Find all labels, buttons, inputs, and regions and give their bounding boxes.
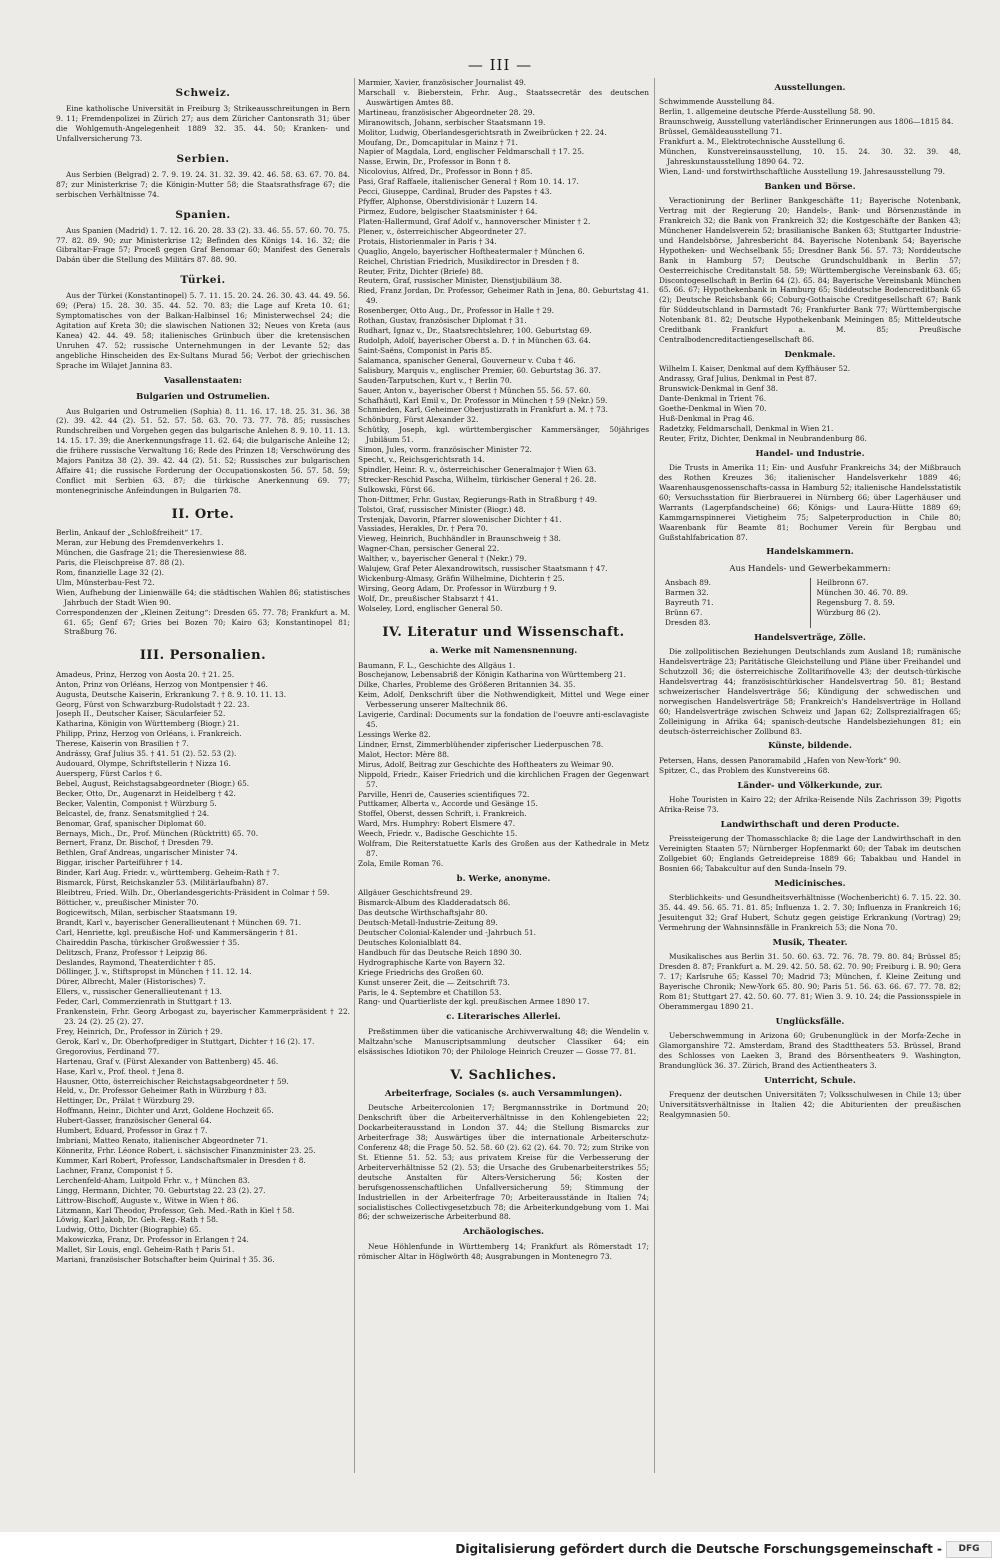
index-entry: Reutern, Graf, russischer Minister, Dienstjubiläum 38. [358,276,562,286]
index-entry: Vieweg, Heinrich, Buchhändler in Braunschweig † 38. [358,534,561,544]
index-entry: Lessings Werke 82. [358,730,431,740]
index-entry: Binder, Karl Aug. Friedr. v., württemberg. Geheim-Rath † 7. [56,868,280,878]
section-title-literatur: IV. Literatur und Wissenschaft. [382,624,625,640]
section-text-arbeiterfrage: Deutsche Arbeitercolonien 17; Bergmannsstrike in Dortmund 20; Denkschrift über die Arbeiterverhältnisse in den Kohlengebieten 22; Dockarbeiterausstand in London 37. 44; die Stellung Bismarcks zur Arbeiterfrage 38; Auswärtiges über die internationale Arbeiterschutz-Conferenz 48; die Frage 50. 52. 58. 60 (2). 62 (2). 64. 70. 72; zum Strike von St. Etienne 51. 52. 53; aus privatem Kreise für die Verbesserung der Arbeiterverhältnisse 52 (2). 53; die Ursache des Grubenarbeiterstrikes 55; deutsche Anstalten für Alters-Versicherung 56; Kosten der berufsgenossenschaftlichen Unfallversicherung 59; Stimmung der Industriellen in der Arbeiterfrage 70; Arbeiterausstände in Italien 74; socialistisches Collectivgesetzbuch 78; die Arbeiterkundgebung vom 1. Mai 86; der schweizerische Arbeiterbund 88. [358,1103,649,1222]
index-entry: Platen-Hallermund, Graf Adolf v., hannoverscher Minister † 2. [358,216,591,226]
index-entry: Lingg, Hermann, Dichter, 70. Geburtstag 22. 23 (2). 27. [56,1185,266,1195]
index-entry: Schafhäutl, Karl Emil v., Dr. Professor in München † 59 (Nekr.) 59. [358,395,608,405]
handelskammern-left [659,578,810,628]
index-entry: Andrássy, Graf Julius 35. † 41. 51 (2). 52. 53 (2). [56,749,237,759]
section-title-kuenste: Künste, bildende. [768,741,852,752]
index-entry: Amadeus, Prinz, Herzog von Aosta 20. † 21. 25. [56,669,235,679]
section-text-musik: Musikalisches aus Berlin 31. 50. 60. 63. 72. 76. 78. 79. 80. 84; Brüssel 85; Dresden 8. 87; Frankfurt a. M. 29. 42. 50. 58. 62. 70. 90; Freiburg i. B. 90; Gera 7. 17; Karlsruhe 65; Kassel 70; Madrid 73; München, f. Kleine Zeitung und Bayerische Chronik; New-York 65. 80. 90; Paris 51. 56. 63. 66. 67. 77. 78. 82; Rom 81; Stuttgart 27. 42. 50. 60. 77. 81; Wien 3. 9. 10. 24; die Passionsspiele in Oberammergau 1890 21. [659,952,961,1012]
index-entry: Paris, die Fleischpreise 87. 88 (2). [56,557,185,567]
section-title-schweiz: Schweiz. [175,87,231,99]
personalien-list [56,670,350,1265]
index-entry: Plener, v., österreichischer Abgeordneter 27. [358,226,527,236]
column-1 [56,78,350,1473]
index-entry: Brunswick-Denkmal in Genf 38. [659,384,778,394]
index-entry: Dresden 83. [665,617,711,627]
section-title-laender: Länder- und Völkerkunde, zur. [737,780,883,791]
index-entry: Biggar, irischer Parteiführer † 14. [56,858,183,868]
index-entry: Walther, v., bayerischer General † (Nekr.) 79. [358,554,527,564]
section-title-medicinisches: Medicinisches. [774,878,846,889]
index-entry: Frankenstein, Frhr. Georg Arbogast zu, bayerischer Kammerpräsident † 22. 23. 24 (2). 25 (2). 27. [56,1007,350,1027]
section-title-landwirthschaft: Landwirthschaft und deren Producte. [720,819,900,830]
section-title-banken: Banken und Börse. [764,181,856,192]
index-entry: Kummer, Karl Robert, Professor, Landschaftsmaler in Dresden † 8. [56,1155,306,1165]
index-entry: Weech, Friedr. v., Badische Geschichte 15. [358,829,518,839]
index-entry: Tolstoi, Graf, russischer Minister (Biogr.) 48. [358,504,526,514]
section-title-archaeologisches: Archäologisches. [463,1227,544,1238]
index-entry: Auersperg, Fürst Carlos † 6. [56,768,163,778]
index-entry: Nippold, Friedr., Kaiser Friedrich und die kirchlichen Fragen der Gegenwart 57. [358,769,649,789]
section-title-orte: II. Orte. [171,506,235,522]
index-entry: Dürer, Albrecht, Maler (Historisches) 7. [56,977,206,987]
index-entry: München, die Gasfrage 21; die Theresienwiese 88. [56,548,247,558]
index-entry: Wolfram, Die Reiterstatuette Karls des Großen aus der Kathedrale in Metz 87. [358,839,649,859]
index-entry: Sulkowski, Fürst 66. [358,484,436,494]
section-text-handelsvertraege: Die zollpolitischen Beziehungen Deutschlands zum Ausland 18; rumänische Handelsverträge 23; Paritätische Gleichstellung und Pläne über Freihandel und Schutzzoll 36; die österreichische Zolltarifnovelle 43; der deutsch-türkische Handelsvertrag 44; französischtürkischer Handelsvertrag 50. 81; Bestand schweizerischer Handelsverträge 56; Kündigung der schwedischen und norwegischen Handelsverträge 58; Frankreich's Handelsverträge in Holland 60; Handelsverträge zwischen Schweiz und Japan 62; Zollsprezialfragen 65; Zolleinigung in Afrika 64; spanisch-deutsche Handelsbeziehungen 81; ein deutsch-österreichischer Zollbund 83. [659,647,961,736]
index-entry: Schütky, Joseph, kgl. württembergischer Kammersänger, 50jähriges Jubiläum 51. [358,425,649,445]
index-entry: Wolf, Dr., preußischer Stabsarzt † 41. [358,593,499,603]
index-entry: Martineau, französischer Abgeordneter 28. 29. [358,107,535,117]
index-entry: Deutsches Kolonialblatt 84. [358,937,462,947]
index-entry: Hartenau, Graf v. (Fürst Alexander von Battenberg) 45. 46. [56,1056,279,1066]
index-entry: Ried, Franz Jordan, Dr. Professor, Geheimer Rath in Jena, 80. Geburtstag 41. 49. [358,286,649,306]
section-title-tuerkei: Türkei. [180,274,226,287]
index-entry: Joseph II., Deutscher Kaiser, Säcularfeier 52. [56,709,226,719]
index-entry: Wien, Aufhebung der Linienwälle 64; die städtischen Wahlen 86; statistisches Jahrbuch der Stadt Wien 90. [56,587,350,607]
section-text-banken: Veractionirung der Berliner Bankgeschäfte 11; Bayerische Notenbank, Vertrag mit der Regierung 20; Handels-, Bank- und Börsenzustände in Frankreich 32; die Bank von Frankreich 32; die Kostgeschäfte der Banken 43; Münchener Handelsverein 52; brasilianische Banken 63; Stuttgarter Industrie- und Handelsbörse, Jahresbericht 84. Bayerische Notenbank 54; Bayerische Hypotheken- und Wechselbank 55; Dresdner Bank 56. 57. 73; Norddeutsche Bank in Hamburg 57; Deutsche Grundschuldbank in Berlin 57; Oesterreichische Creditanstalt 58. 59; Württembergische Vereinsbank 63. 65; Discontogesellschaft in Berlin 64 (2). 65. 84; Bayerische Vereinsbank München 65. 66. 67; Hypothekenbank in Hamburg 65; Süddeutsche Bodencreditbank 65 (2); Deutsche Reichsbank 66; Coburg-Gothaische Creditgesellschaft 67; Bank für Süddeutschland in Darmstadt 76; Frankfurter Bank 77; Württembergische Notenbank 81. 82; Deutsche Hypothekenbank Meiningen 85; Mitteldeutsche Creditbank Frankfurt a. M. 85; Preußische Centralbodencreditactiengesellschaft 86. [659,196,961,345]
index-entry: Schwimmende Ausstellung 84. [659,97,775,107]
index-entry: Nasse, Erwin, Dr., Professor in Bonn † 8. [358,157,511,167]
index-entry: Bebel, August, Reichstagsabgeordneter (Biogr.) 65. [56,778,250,788]
index-entry: Nicolovius, Alfred, Dr., Professor in Bonn † 85. [358,167,533,177]
index-columns [56,78,960,1473]
index-entry: Quaglio, Angelo, bayerischer Hoftheatermaler † München 6. [358,246,585,256]
index-entry: Anton, Prinz von Orléans, Herzog von Montpensier † 46. [56,679,268,689]
handelskammern-subtitle: Aus Handels- und Gewerbekammern: [729,563,891,574]
index-entry: Döllinger, J. v., Stiftspropst in München † 11. 12. 14. [56,967,252,977]
index-entry: Wirsing, Georg Adam, Dr. Professor in Würzburg † 9. [358,584,557,594]
index-entry: Wolseley, Lord, englischer General 50. [358,603,503,613]
dfg-logo: DFG [946,1541,992,1558]
index-entry: Molitor, Ludwig, Oberlandesgerichtsrath in Zweibrücken † 22. 24. [358,127,607,137]
index-entry: Barmen 32. [665,588,709,598]
index-entry: Therese, Kaiserin von Brasilien † 7. [56,739,189,749]
section-title-spanien: Spanien. [175,208,231,221]
index-entry: Simon, Jules, vorm. französischer Minister 72. [358,445,532,455]
index-entry: Lerchenfeld-Aham, Luitpold Frhr. v., † München 83. [56,1175,250,1185]
index-entry: Bayreuth 71. [665,598,714,608]
index-entry: Pfyffer, Alphonse, Oberstdivisionär † Luzern 14. [358,197,538,207]
index-entry: Rosenberger, Otto Aug., Dr., Professor in Halle † 29. [358,306,555,316]
index-entry: Bethlen, Graf Andreas, ungarischer Minister 74. [56,848,238,858]
index-entry: Delitzsch, Franz, Professor † Leipzig 86. [56,947,208,957]
index-entry: Rothan, Gustav, französischer Diplomat † 31. [358,316,527,326]
index-entry: Vassiades, Herakles, Dr. † Pera 70. [358,524,488,534]
index-entry: Bleibtreu, Fried. Wilh. Dr., Oberlandesgerichts-Präsident in Colmar † 59. [56,888,330,898]
index-entry: Deslandes, Raymond, Theaterdichter † 85. [56,957,216,967]
index-entry: Wien, Land- und forstwirthschaftliche Ausstellung 19. Jahresausstellung 79. [659,166,945,176]
index-entry: Ulm, Münsterbau-Fest 72. [56,577,155,587]
index-entry: Wilhelm I. Kaiser, Denkmal auf dem Kyffhäuser 52. [659,364,851,374]
index-entry: Stoffel, Oberst, dessen Schrift, i. Frankreich. [358,809,527,819]
index-entry: Löwig, Karl Jakob, Dr. Geh.-Reg.-Rath † 58. [56,1215,219,1225]
index-entry: Katharina, Königin von Württemberg (Biogr.) 21. [56,719,240,729]
index-entry: Georg, Fürst von Schwarzburg-Rudolstadt † 22. 23. [56,699,250,709]
index-entry: Humbert, Eduard, Professor in Graz † 7. [56,1126,208,1136]
kuenste-list [659,756,961,776]
index-entry: Deutscher Colonial-Kalender und -Jahrbuch 51. [358,927,536,937]
personalien-list-cont [358,78,649,614]
index-entry: Sauden-Tarputschen, Kurt v., † Berlin 70. [358,375,512,385]
section-text-laender: Hohe Touristen in Kairo 22; der Afrika-Reisende Nils Zachrisson 39; Pigotts Afrika-Reise 73. [659,795,961,814]
index-entry: Spindler, Heinr. R. v., österreichischer Generalmajor † Wien 63. [358,464,597,474]
index-entry: Brünn 67. [665,607,703,617]
index-entry: Könneritz, Frhr. Léonce Robert, i. sächsischer Finanzminister 23. 25. [56,1146,316,1156]
index-entry: Zola, Emile Roman 76. [358,859,444,868]
index-entry: Specht, v., Reichsgerichtsrath 14. [358,455,485,465]
index-entry: Correspondenzen der „Kleinen Zeitung“: Dresden 65. 77. 78; Frankfurt a. M. 61. 65; Genf 67; Gries bei Bozen 70; Kairo 63; Konstantinopel 81; Straßburg 76. [56,607,350,637]
page-number: — III — [467,56,533,74]
index-entry: Hettinger, Dr., Prälat † Würzburg 29. [56,1096,195,1106]
index-entry: Lachner, Franz, Componist † 5. [56,1165,173,1175]
index-entry: Handbuch für das Deutsche Reich 1890 30. [358,947,522,957]
index-entry: Huß-Denkmal in Prag 46. [659,413,755,423]
index-entry: Salisbury, Marquis v., englischer Premier, 60. Geburtstag 36. 37. [358,365,601,375]
index-entry: Boschejanow, Lebensabriß der Königin Katharina von Württemberg 21. [358,670,626,680]
index-entry: Bismarck, Fürst, Reichskanzler 53. (Militärlaufbahn) 87. [56,878,269,888]
section-text-ungluecksfaelle: Ueberschwemmung in Arizona 60; Grubenunglück in der Morfa-Zeche in Glamorganshire 72. Amsterdam, Brand des Stadttheaters 53. Brüssel, Brand des Schlosses von Laeken 3, Brand des Börsentheaters 9. Washington, Brandunglück 36. 37. Zürich, Brand des Actientheaters 3. [659,1031,961,1071]
handelskammern-right [810,578,962,628]
section-title-unterricht: Unterricht, Schule. [764,1076,856,1087]
index-entry: Dante-Denkmal in Trient 76. [659,394,767,404]
index-entry: Andrassy, Graf Julius, Denkmal in Pest 87. [659,374,817,384]
index-entry: Becker, Otto, Dr., Augenarzt in Heidelberg † 42. [56,788,236,798]
section-title-denkmale: Denkmale. [784,349,836,360]
index-entry: Bernays, Mich., Dr., Prof. München (Rücktritt) 65. 70. [56,828,259,838]
index-entry: Ansbach 89. [665,578,712,588]
section-title-sachliches: V. Sachliches. [450,1067,557,1083]
section-text-archaeologisches: Neue Höhlenfunde in Württemberg 14; Frankfurt als Römerstadt 17; römischer Altar in Höglwörth 48; Ausgrabungen in Montenegro 73. [358,1241,649,1261]
index-entry: Braunschweig, Ausstellung vaterländischer Erinnerungen aus 1806—1815 84. [659,117,954,127]
index-entry: Pecci, Giuseppe, Cardinal, Bruder des Papstes † 43. [358,187,552,197]
index-entry: Kunst unserer Zeit, die — Zeitschrift 73. [358,977,510,987]
index-entry: Goethe-Denkmal in Wien 70. [659,404,767,414]
index-entry: Marschall v. Bieberstein, Frhr. Aug., Staatssecretär des deutschen Auswärtigen Amtes 88. [358,87,649,107]
index-entry: Benomar, Graf, spanischer Diplomat 60. [56,818,207,828]
section-text-tuerkei: Aus der Türkei (Konstantinopel) 5. 7. 11. 15. 20. 24. 26. 30. 43. 44. 49. 56. 69; (Pera) 15. 28. 30. 35. 44. 52. 70. 83; die Lage auf Kreta 10. 61; Symptomatisches von der Balkan-Halbinsel 16; Ministerwechsel 24; die Agitation auf Kreta 30; die slawischen Nationen 32; Neues von Kreta (aus Kanea) 42. 44. 49. 58; italienisches Grünbuch über die kretensischen Unruhen 47. 52; russische Unternehmungen in der Levante 52; das angebliche Hinscheiden des Ex-Sultans Murad 56; Verbot der griechischen Sprache im Wilajet Jannina 83. [56,291,350,370]
index-entry: Brüssel, Gemäldeausstellung 71. [659,127,783,137]
index-entry: Berlin, 1. allgemeine deutsche Pferde-Ausstellung 58. 90. [659,107,876,117]
section-title-handel: Handel- und Industrie. [755,448,865,459]
ausstellungen-list [659,97,961,176]
index-entry: Parville, Henri de, Causeries scientifiques 72. [358,789,530,799]
section-text-medicinisches: Sterblichkeits- und Gesundheitsverhältnisse (Wochenbericht) 6. 7. 15. 22. 30. 35. 44. 49. 56. 65. 71. 81. 85; Influenza 1. 2. 7. 30; Influenza in Frankreich 16; Jesuitengut 32; Graf Hubert, Schutz gegen geistige Erkrankung (Vortrag) 29; Vermehrung der Wahnsinnsfälle in Frankreich 53; die Nona 70. [659,893,961,933]
orte-list [56,528,350,637]
index-entry: Rang- und Quartierliste der kgl. preußischen Armee 1890 17. [358,997,590,1007]
index-entry: Becker, Valentin, Componist † Würzburg 5. [56,798,217,808]
index-entry: Chaireddin Pascha, türkischer Großwessier † 35. [56,937,240,947]
index-entry: Feder, Carl, Commerzienrath in Stuttgart † 13. [56,997,232,1007]
index-entry: Thon-Dittmer, Frhr. Gustav, Regierungs-Rath in Straßburg † 49. [358,494,598,504]
section-title-allerlei: c. Literarisches Allerlei. [446,1012,561,1023]
index-entry: Held, v., Dr. Professor Geheimer Rath in Würzburg † 83. [56,1086,267,1096]
index-entry: Ludwig, Otto, Dichter (Biographie) 65. [56,1225,202,1235]
index-entry: Petersen, Hans, dessen Panoramabild „Hafen von New-York“ 90. [659,755,902,765]
column-2 [354,78,649,1473]
section-title-personalien: III. Personalien. [139,648,267,664]
section-text-schweiz: Eine katholische Universität in Freiburg 3; Strikeausschreitungen in Bern 9. 11; Fremdenpolizei in Zürich 27; aus dem Züricher Cantonsrath 31; über die Wohlgemuth-Angelegenheit 1889 32. 35. 44. 50; Kranken- und Unfallversicherung 73. [56,104,350,143]
index-entry: Audouard, Olympe, Schriftstellerin † Nizza 16. [56,759,231,769]
section-title-musik: Musik, Theater. [772,938,848,949]
index-entry: Makowiczka, Franz, Dr. Professor in Erlangen † 24. [56,1235,249,1245]
index-entry: Das deutsche Wirthschaftsjahr 80. [358,908,488,918]
index-entry: Wagner-Chan, persischer General 22. [358,544,500,554]
index-entry: Brandt, Karl v., bayerischer Generallieutenant † München 69. 71. [56,917,302,927]
index-entry: Littrow-Bischoff, Auguste v., Witwe in Wien † 86. [56,1195,239,1205]
section-title-arbeiterfrage: Arbeiterfrage, Sociales (s. auch Versammlungen). [384,1088,623,1099]
index-entry: Rudhart, Ignaz v., Dr., Staatsrechtslehrer, 100. Geburtstag 69. [358,326,592,336]
index-entry: Mallet, Sir Louis, engl. Geheim-Rath † Paris 51. [56,1245,235,1255]
index-entry: Hoffmann, Heinr., Dichter und Arzt, Goldene Hochzeit 65. [56,1106,274,1116]
index-entry: Paris, le 4. Septembre et Chatillon 53. [358,987,502,997]
section-title-bulgarien: Bulgarien und Ostrumelien. [136,392,270,403]
index-entry: Bismarck-Album des Kladderadatsch 86. [358,898,511,908]
index-entry: Augusta, Deutsche Kaiserin, Erkrankung 7. † 8. 9. 10. 11. 13. [56,689,287,699]
werke-anonym-list [358,888,649,1007]
index-entry: Sauer, Anton v., bayerischer Oberst † München 55. 56. 57. 60. [358,385,591,395]
index-entry: Miranowitsch, Johann, serbischer Staatsmann 19. [358,117,546,127]
section-title-serbien: Serbien. [176,152,230,165]
index-entry: Salamanca, spanischer General, Gouverneur v. Cuba † 46. [358,355,576,365]
section-text-landwirthschaft: Preissteigerung der Thomasschlacke 8; die Lage der Landwirthschaft in den Vereinigten Staaten 57; Nürnberger Hopfenmarkt 60; der Tabak im deutschen Zollgebiet 60; Englands Getreidepreise 1889 66; Tabakbau und Handel in Bosnien 66; Tabakcultur auf den Sunda-Inseln 79. [659,834,961,874]
index-entry: Bernert, Franz, Dr. Bischof, † Dresden 79. [56,838,214,848]
index-entry: Pirmez, Eudore, belgischer Staatsminister † 64. [358,206,538,216]
index-entry: Marmier, Xavier, französischer Journalist 49. [358,78,527,87]
section-title-handelsvertraege: Handelsverträge, Zölle. [754,632,866,643]
index-entry: Walujew, Graf Peter Alexandrowitsch, russischer Staatsmann † 47. [358,564,608,574]
index-entry: Ellers, v., russischer Generallieutenant † 13. [56,987,223,997]
index-entry: Allgäuer Geschichtsfreund 29. [358,888,473,898]
index-entry: Mirus, Adolf, Beitrag zur Geschichte des Hoftheaters zu Weimar 90. [358,759,614,769]
index-entry: Reuter, Fritz, Dichter, Denkmal in Neubrandenburg 86. [659,433,867,443]
index-entry: Schmieden, Karl, Geheimer Oberjustizrath in Frankfurt a. M. † 73. [358,405,608,415]
index-entry: Frey, Heinrich, Dr., Professor in Zürich † 29. [56,1026,223,1036]
index-entry: Hubert-Gasser, französischer General 64. [56,1116,212,1126]
index-entry: Trstenjak, Davorin, Pfarrer slowenischer Dichter † 41. [358,514,562,524]
index-entry: Litzmann, Karl Theodor, Professor, Geh. Med.-Rath in Kiel † 58. [56,1205,295,1215]
index-entry: Keim, Adolf, Denkschrift über die Nothwendigkeit, Mittel und Wege einer Verbesserung unserer Maltechnik 86. [358,690,649,710]
index-entry: Gerok, Karl v., Dr. Oberhofprediger in Stuttgart, Dichter † 16 (2). 17. [56,1036,315,1046]
handelskammern-grid [659,578,961,628]
index-entry: Gregorovius, Ferdinand 77. [56,1046,160,1056]
index-entry: Baumann, F. L., Geschichte des Allgäus 1. [358,660,516,670]
index-entry: Reichel, Christian Friedrich, Musikdirector in Dresden † 8. [358,256,580,266]
index-entry: Rom, finanzielle Lage 32 (2). [56,567,164,577]
index-entry: Carl, Henriette, kgl. preußische Hof- und Kammersängerin † 81. [56,927,298,937]
section-text-spanien: Aus Spanien (Madrid) 1. 7. 12. 16. 20. 28. 33 (2). 33. 46. 55. 57. 60. 70. 75. 77. 82. 89. 90; zur Ministerkrise 12; Befinden des Königs 14. 16. 32; die Gibraltar-Frage 57; Proceß gegen Graf Benomar 60; Manifest des Generals Dabán über die Stellung des Militärs 87. 88. 90. [56,225,350,265]
section-title-ungluecksfaelle: Unglücksfälle. [775,1016,845,1027]
index-entry: Regensburg 7. 8. 59. [816,598,895,608]
index-entry: Wickenburg-Almasy, Gräfin Wilhelmine, Dichterin † 25. [358,574,565,584]
section-title-handelskammern: Handelskammern. [766,547,854,558]
section-title-werke-anonym: b. Werke, anonyme. [456,873,551,884]
index-entry: Bötticher, v., preußischer Minister 70. [56,897,199,907]
index-entry: Meran, zur Hebung des Fremdenverkehrs 1. [56,538,224,548]
index-entry: Frankfurt a. M., Elektrotechnische Ausstellung 6. [659,137,846,147]
dfg-footer [0,1532,1000,1565]
section-title-werke-namen: a. Werke mit Namensnennung. [429,646,578,657]
column-3 [654,78,961,1473]
index-entry: Würzburg 86 (2). [816,607,881,617]
index-entry: Protais, Historienmaler in Paris † 34. [358,236,497,246]
section-text-bulgarien: Aus Bulgarien und Ostrumelien (Sophia) 8. 11. 16. 17. 18. 25. 31. 36. 38 (2). 39. 42. 44 (2). 51. 52. 57. 58. 63. 70. 73. 77. 78. 85; russisches Rundschreiben und Vorgehen gegen das bulgarische Anlehen 8. 9. 10. 11. 13. 14. 15. 17. 39; die Anerkennungsfrage 11. 62. 64; die bulgarische Anleihe 12; die frühere russische Verwaltung 16; Rede des Prinzen 18; Verschwörung des Majors Panitza 38 (2). 39. 42. 44 (2). 51. 52; Russisches zur bulgarischen Affaire 41; die russische Forderung der Occupationskosten 56. 57. 58. 59; Conflict mit Serbien 63. 87; die türkische Anerkennung 69. 77; montenegrinische Anfeindungen in Bulgarien 78. [56,406,350,495]
index-entry: Puttkamer, Alberta v., Accorde und Gesänge 15. [358,799,538,809]
index-entry: Lindner, Ernst, Zimmerblühender zipferischer Liederpuschen 78. [358,739,604,749]
index-entry: Berlin, Ankauf der „Schloßfreiheit“ 17. [56,528,203,538]
index-entry: Deutsch-Metall-Industrie-Zeitung 89. [358,918,498,928]
index-entry: Spitzer, C., das Problem des Kunstvereins 68. [659,765,830,775]
index-entry: Ward, Mrs. Humphry: Robert Elsmere 47. [358,819,516,829]
index-entry: Kriege Friedrichs des Großen 60. [358,967,484,977]
section-title-vasallen: Vasallenstaaten: [163,375,243,386]
index-entry: Hydrographische Karte von Bayern 32. [358,957,505,967]
index-entry: Mariani, französischer Botschafter beim Quirinal † 35. 36. [56,1255,275,1265]
section-text-allerlei: Preßstimmen über die vaticanische Archivverwaltung 48; die Wendelin v. Maltzahn'sche Manuscriptsammlung deutscher Classiker 64; ein elsässisches Idiotikon 70; der Philologe Heinrich Creuzer — Gosse 77. 81. [358,1026,649,1056]
index-entry: Belcastel, de, franz. Senatsmitglied † 24. [56,808,210,818]
index-entry: Schönburg, Fürst Alexander 32. [358,415,479,425]
index-entry: Reuter, Fritz, Dichter (Briefe) 88. [358,266,484,276]
section-text-serbien: Aus Serbien (Belgrad) 2. 7. 9. 19. 24. 31. 32. 39. 42. 46. 58. 63. 67. 70. 84. 87; zur Ministerkrise 7; die Königin-Mutter 58; die Staatsrathsfrage 67; die serbischen Verhältnisse 74. [56,169,350,199]
index-entry: Imbriani, Matteo Renato, italienischer Abgeordneter 71. [56,1136,269,1146]
index-entry: Pasi, Graf Raffaele, italienischer General † Rom 10. 14. 17. [358,177,579,187]
section-title-ausstellungen: Ausstellungen. [774,83,846,93]
index-entry: Heilbronn 67. [816,578,869,588]
index-entry: Moufang, Dr., Domcapitular in Mainz † 71. [358,137,518,147]
index-entry: Philipp, Prinz, Herzog von Orléans, i. Frankreich. [56,729,242,739]
index-entry: München 30. 46. 70. 89. [816,588,909,598]
denkmale-list [659,364,961,443]
index-entry: Hase, Karl v., Prof. theol. † Jena 8. [56,1066,184,1076]
index-entry: Radetzky, Feldmarschall, Denkmal in Wien 21. [659,423,834,433]
werke-namen-list [358,661,649,869]
footer-funding-text: Digitalisierung gefördert durch die Deutsche Forschungsgemeinschaft - [455,1542,942,1556]
index-entry: Rudolph, Adolf, bayerischer Oberst a. D. † in München 63. 64. [358,335,591,345]
section-text-unterricht: Frequenz der deutschen Universitäten 7; Volksschulwesen in Chile 13; über Universitätsverhältnisse in Italien 42; die Abiturienten der preußischen Realgymnasien 50. [659,1090,961,1120]
index-entry: Malot, Hector: Mère 88. [358,749,450,759]
index-entry: Strecker-Reschid Pascha, Wilhelm, türkischer General † 26. 28. [358,474,597,484]
index-entry: Saint-Saëns, Componist in Paris 85. [358,345,492,355]
index-entry: Dilke, Charles, Probleme des Größeren Britannien 34. 35. [358,680,576,690]
section-text-handel: Die Trusts in Amerika 11; Ein- und Ausfuhr Frankreichs 34; der Mißbrauch des Rothen Kreuzes 36; italienischer Handelsverkehr 1889 46; Waarenhausgenossenschafts-cassa in Hamburg 52; italienische Handelsstatistik 60; Versuchsstation für Bierbrauerei in Nürnberg 66; über Lagerhäuser und Warrants (Lagerpfandscheine) 66; Königs- und Laura-Hütte 1889 69; Kammgarnspinnerei Vietigheim 75; Salpeterproduction in Chile 80; Waarenbank für Beamte 81; Bochumer Verein für Bergbau und Gußstahlfabrication 87. [659,463,961,542]
index-entry: Bogicewitsch, Milan, serbischer Staatsmann 19. [56,907,238,917]
index-entry: Hausner, Otto, österreichischer Reichstagsabgeordneter † 59. [56,1076,289,1086]
index-entry: München, Kunstvereinsausstellung, 10. 15. 24. 30. 32. 39. 48, Jahreskunstausstellung 1890 64. 72. [659,146,961,166]
index-entry: Napier of Magdala, Lord, englischer Feldmarschall † 17. 25. [358,147,585,157]
index-entry: Lavigerie, Cardinal: Documents sur la fondation de l'oeuvre anti-esclavagiste 45. [358,710,649,730]
